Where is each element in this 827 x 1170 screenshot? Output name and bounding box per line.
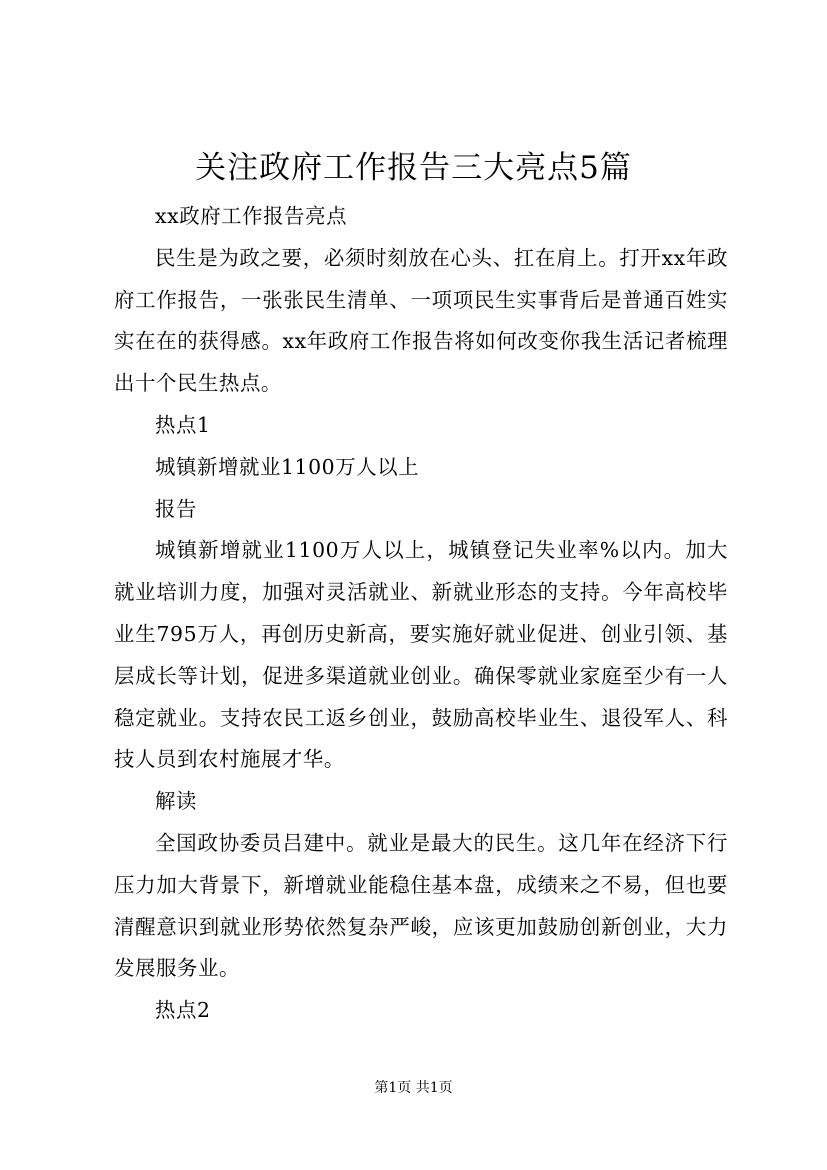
paragraph-interpretation-body: 全国政协委员吕建中。就业是最大的民生。这几年在经济下行压力加大背景下，新增就业能稳住基本盘，成绩来之不易，但也要清醒意识到就业形势依然复杂严峻，应该更加鼓励创新创业，大力发展服务业。 (114, 830, 728, 981)
paragraph-report-body: 城镇新增就业1100万人以上，城镇登记失业率%以内。加大就业培训力度，加强对灵活就业、新就业形态的支持。今年高校毕业生795万人，再创历史新高，要实施好就业促进、创业引领、基层成长等计划，促进多渠道就业创业。确保零就业家庭至少有一人稳定就业。支持农民工返乡创业，鼓励高校毕业生、退役军人、科技人员到农村施展才华。 (114, 538, 728, 772)
paragraph-report-heading: 报告 (155, 496, 197, 521)
paragraph-hotspot-1-title: 城镇新增就业1100万人以上 (155, 454, 420, 479)
paragraph-hotspot-2-heading: 热点2 (155, 998, 211, 1023)
page-footer: 第1页 共1页 (374, 1080, 453, 1096)
paragraph-intro: 民生是为政之要，必须时刻放在心头、扛在肩上。打开xx年政府工作报告，一张张民生清单、一项项民生实事背后是普通百姓实实在在的获得感。xx年政府工作报告将如何改变你我生活记者梳理出十个民生热点。 (114, 245, 728, 396)
paragraph-interpretation-heading: 解读 (155, 789, 197, 814)
document-body (114, 196, 728, 1032)
document-title: 关注政府工作报告三大亮点5篇 (195, 150, 632, 186)
paragraph-hotspot-1-heading: 热点1 (155, 412, 211, 437)
paragraph-subtitle: xx政府工作报告亮点 (155, 204, 348, 228)
